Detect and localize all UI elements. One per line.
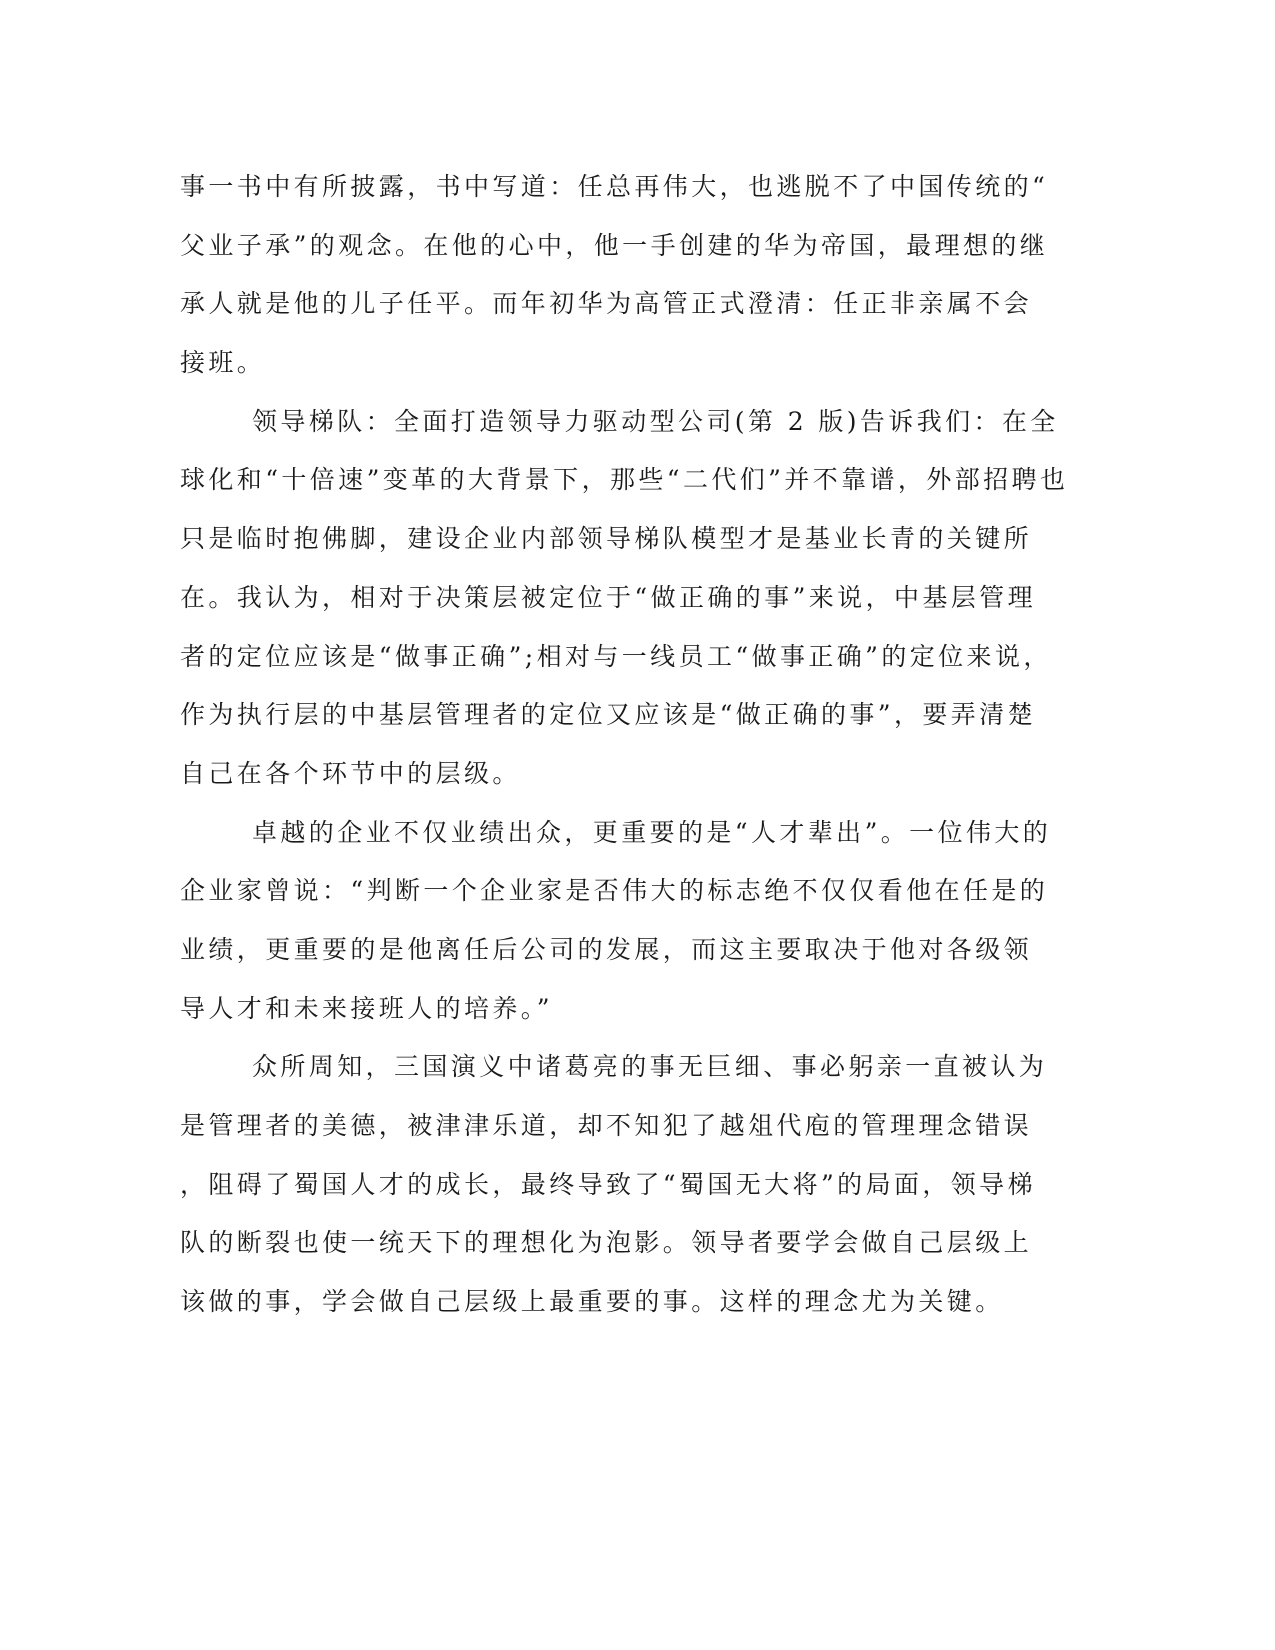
text-line: ，阻碍了蜀国人才的成长，最终导致了“蜀国无大将”的局面，领导梯 (180, 1169, 1036, 1199)
document-body (180, 158, 1069, 1332)
text-line: 领导梯队：全面打造领导力驱动型公司(第 2 版)告诉我们：在全 (252, 406, 1059, 436)
text-line: 自己在各个环节中的层级。 (180, 758, 521, 788)
text-line: 事一书中有所披露，书中写道：任总再伟大，也逃脱不了中国传统的“ (180, 172, 1049, 201)
text-line: 球化和“十倍速”变革的大背景下，那些“二代们”并不靠谱，外部招聘也 (180, 465, 1069, 495)
text-line: 作为执行层的中基层管理者的定位又应该是“做正确的事”，要弄清楚 (180, 700, 1036, 730)
text-line: 队的断裂也使一统天下的理想化为泡影。领导者要学会做自己层级上 (180, 1228, 1033, 1258)
text-line: 导人才和未来接班人的培养。” (180, 993, 553, 1023)
text-line: 者的定位应该是“做事正确”;相对与一线员工“做事正确”的定位来说， (180, 641, 1052, 671)
text-line: 企业家曾说：“判断一个企业家是否伟大的标志绝不仅仅看他在任是的 (180, 876, 1049, 906)
text-line: 众所周知，三国演义中诸葛亮的事无巨细、事必躬亲一直被认为 (252, 1052, 1048, 1082)
text-line: 卓越的企业不仅业绩出众，更重要的是“人才辈出”。一位伟大的 (252, 817, 1052, 847)
text-line: 业绩，更重要的是他离任后公司的发展，而这主要取决于他对各级领 (180, 934, 1033, 964)
text-line: 只是临时抱佛脚，建设企业内部领导梯队模型才是基业长青的关键所 (180, 524, 1033, 554)
text-line: 在。我认为，相对于决策层被定位于“做正确的事”来说，中基层管理 (180, 582, 1036, 612)
text-line: 该做的事，学会做自己层级上最重要的事。这样的理念尤为关键。 (180, 1287, 1004, 1317)
text-line: 父业子承”的观念。在他的心中，他一手创建的华为帝国，最理想的继 (180, 230, 1049, 260)
text-line: 是管理者的美德，被津津乐道，却不知犯了越俎代庖的管理理念错误 (180, 1111, 1033, 1140)
text-line: 承人就是他的儿子任平。而年初华为高管正式澄清：任正非亲属不会 (180, 289, 1033, 319)
text-line: 接班。 (180, 348, 266, 378)
